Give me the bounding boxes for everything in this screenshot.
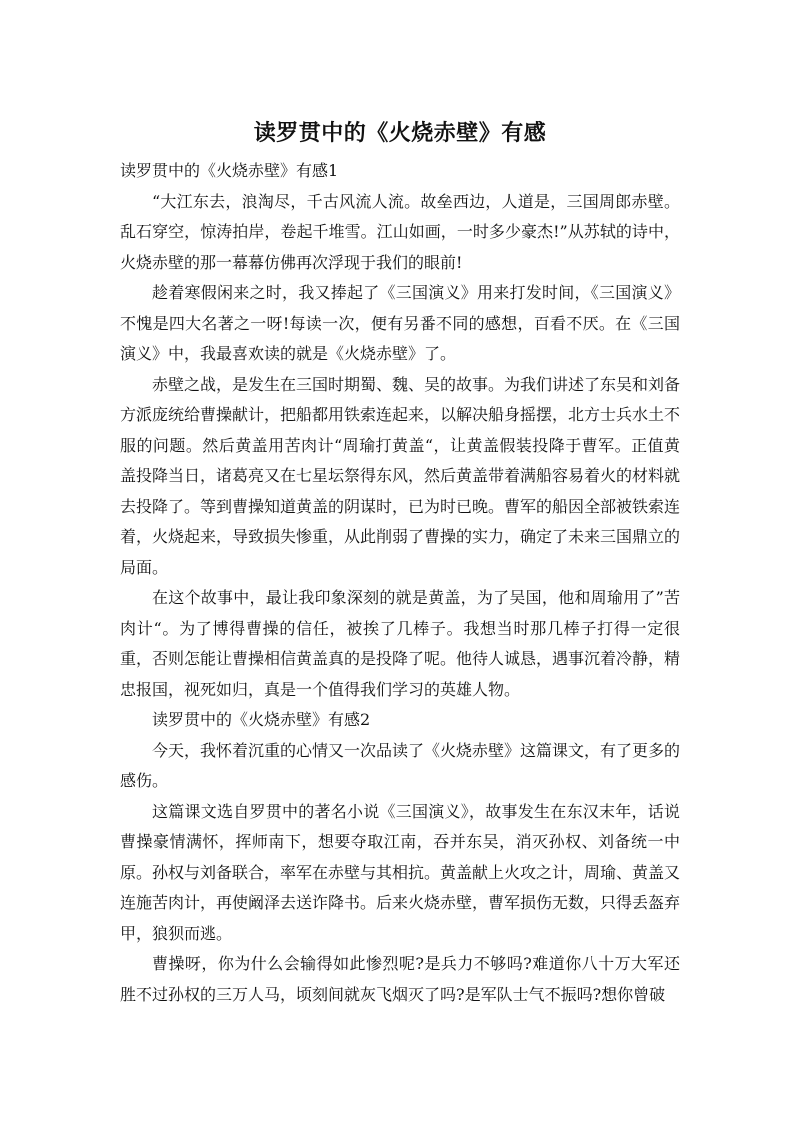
section-heading-1: 读罗贯中的《火烧赤壁》有感1 [120,161,339,180]
document-body [120,156,680,1010]
paragraph: 今天，我怀着沉重的心情又一次品读了《火烧赤壁》这篇课文，有了更多的感伤。 [120,740,681,790]
paragraph: 曹操呀，你为什么会输得如此惨烈呢?是兵力不够吗?难道你八十万大军还胜不过孙权的三万人马，顷刻间就灰飞烟灭了吗?是军队士气不振吗?想你曾破 [120,954,680,1004]
document-title: 读罗贯中的《火烧赤壁》有感 [253,121,547,146]
paragraph: 赤壁之战，是发生在三国时期蜀、魏、吴的故事。为我们讲述了东吴和刘备方派庞统给曹操献计，把船都用铁索连起来，以解决船身摇摆，北方士兵水土不服的问题。然后黄盖用苦肉计“周瑜打黄盖“，让黄盖假装投降于曹军。正值黄盖投降当日，诸葛亮又在七星坛祭得东风，然后黄盖带着满船容易着火的材料就去投降了。等到曹操知道黄盖的阴谋时，已为时已晚。曹军的船因全部被铁索连着，火烧起来，导致损失惨重，从此削弱了曹操的实力，确定了未来三国鼎立的局面。 [120,374,681,577]
section-heading-2: 读罗贯中的《火烧赤壁》有感2 [152,710,371,729]
paragraph: “大江东去，浪淘尽，千古风流人流。故垒西边，人道是，三国周郎赤壁。乱石穿空，惊涛拍岸，卷起千堆雪。江山如画，一时多少豪杰!”从苏轼的诗中，火烧赤壁的那一幕幕仿佛再次浮现于我们的眼前! [120,191,680,272]
paragraph: 在这个故事中，最让我印象深刻的就是黄盖，为了吴国，他和周瑜用了”苦肉计“。为了博得曹操的信任，被挨了几棒子。我想当时那几棒子打得一定很重，否则怎能让曹操相信黄盖真的是投降了呢。他待人诚恳，遇事沉着冷静，精忠报国，视死如归，真是一个值得我们学习的英雄人物。 [120,588,681,699]
paragraph: 这篇课文选自罗贯中的著名小说《三国演义》，故事发生在东汉末年，话说曹操豪情满怀，挥师南下，想要夺取江南，吞并东吴，消灭孙权、刘备统一中原。孙权与刘备联合，率军在赤壁与其相抗。黄盖献上火攻之计，周瑜、黄盖又连施苦肉计，再使阚泽去送诈降书。后来火烧赤壁，曹军损伤无数，只得丢盔弃甲，狼狈而逃。 [120,801,681,943]
paragraph: 趁着寒假闲来之时，我又捧起了《三国演义》用来打发时间，《三国演义》不愧是四大名著之一呀!每读一次，便有另番不同的感想，百看不厌。在《三国演义》中，我最喜欢读的就是《火烧赤壁》了。 [120,283,680,363]
